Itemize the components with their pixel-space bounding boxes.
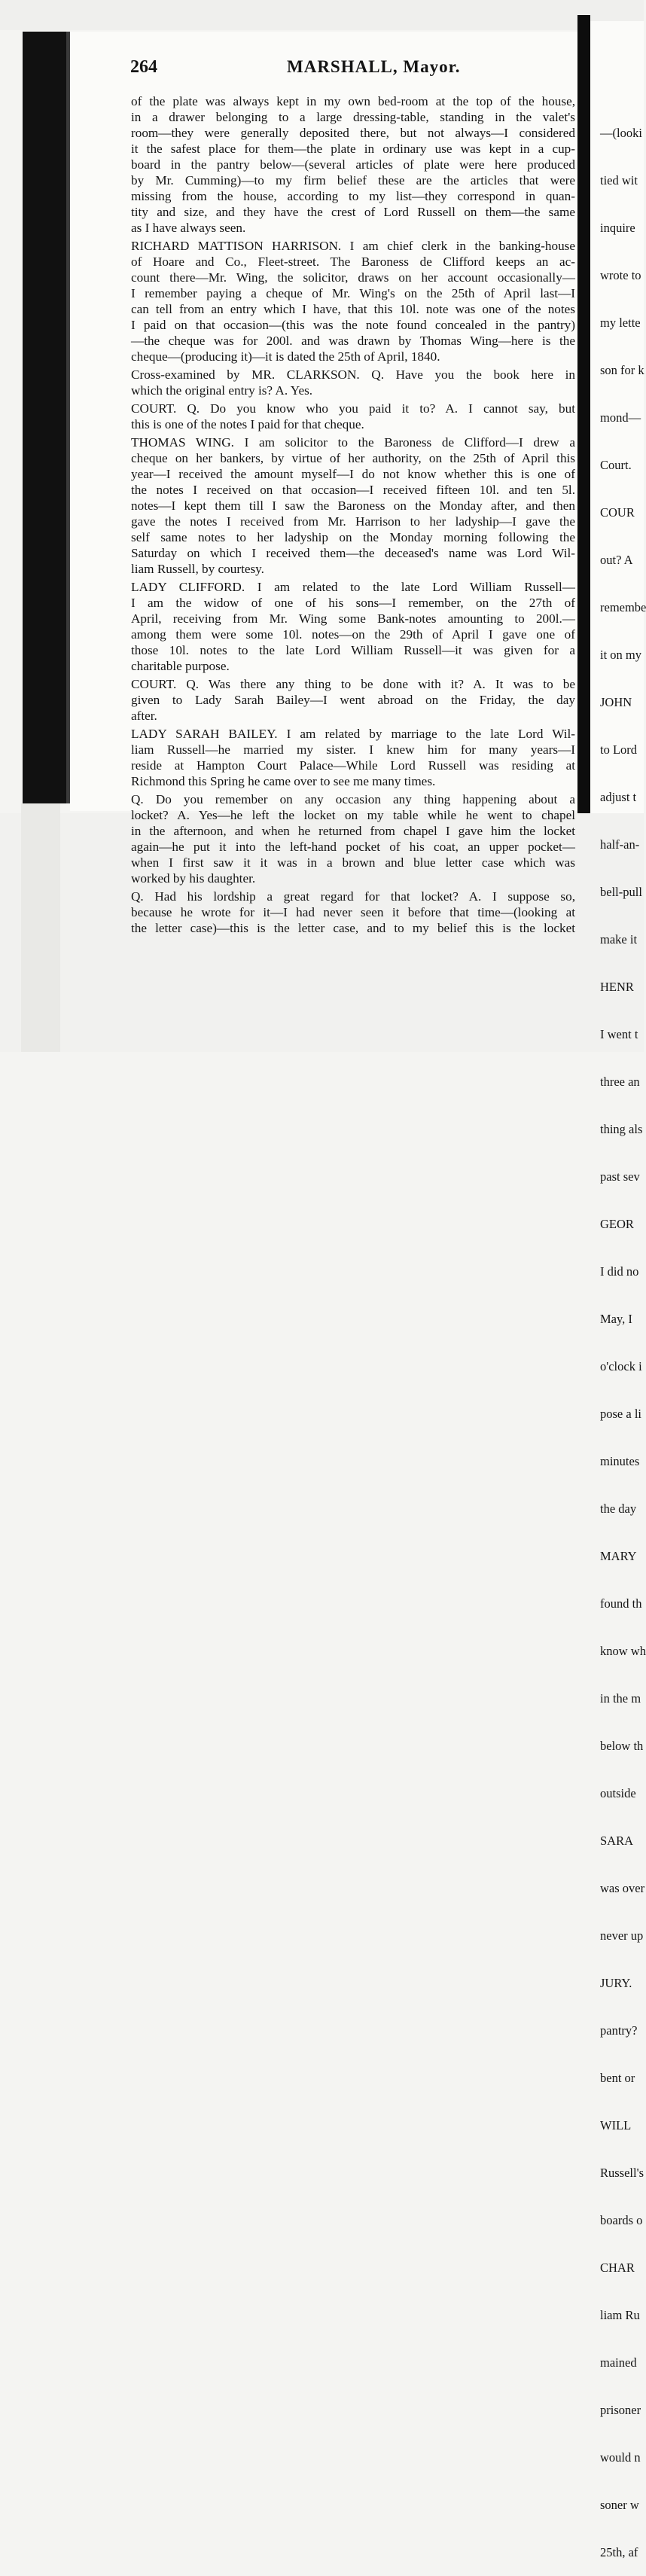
facing-text-fragment: in the m bbox=[600, 1691, 641, 1706]
facing-text-fragment: wrote to bbox=[600, 268, 641, 282]
facing-text-fragment: May, I bbox=[600, 1312, 632, 1326]
facing-text-fragment: Russell's bbox=[600, 2166, 644, 2180]
text-line: worked by his daughter. bbox=[131, 871, 256, 886]
text-line: in the afternoon, and when he returned from chapel I gave him the locket bbox=[131, 824, 575, 838]
facing-text-fragment: was over bbox=[600, 1881, 645, 1895]
text-line: board in the pantry below—(several articles of plate were here produced bbox=[131, 157, 575, 172]
text-line: by Mr. Cumming)—to my firm belief these are the articles that were bbox=[131, 173, 575, 187]
text-line: gave the notes I received from Mr. Harrison to her ladyship—I gave the bbox=[131, 514, 575, 529]
text-line: the notes I received on that occasion—I received fifteen 10l. and ten 5l. bbox=[131, 483, 575, 497]
facing-text-fragment: CHAR bbox=[600, 2260, 635, 2275]
facing-text-fragment: I did no bbox=[600, 1264, 639, 1279]
facing-text-fragment: out? A bbox=[600, 553, 633, 567]
facing-text-fragment: found th bbox=[600, 1596, 642, 1611]
facing-text-fragment: MARY bbox=[600, 1549, 637, 1563]
page-header bbox=[130, 57, 570, 83]
scan-background-top bbox=[0, 0, 644, 30]
facing-text-fragment: mained bbox=[600, 2355, 637, 2370]
facing-text-fragment: JURY. bbox=[600, 1976, 632, 1990]
text-line: those 10l. notes to the late Lord William Russell—it was given for a bbox=[131, 643, 575, 657]
text-line: this is one of the notes I paid for that cheque. bbox=[131, 417, 364, 431]
facing-text-fragment: remembe bbox=[600, 600, 646, 614]
facing-text-fragment: o'clock i bbox=[600, 1359, 642, 1373]
facing-text-fragment: soner w bbox=[600, 2498, 639, 2512]
text-line: notes—I kept them till I saw the Baroness on the Monday after, and then bbox=[131, 498, 575, 513]
text-line: of the plate was always kept in my own bed-room at the top of the house, bbox=[131, 94, 575, 108]
facing-text-fragment: minutes bbox=[600, 1454, 640, 1468]
text-line: cheque on her bankers, by virtue of her authority, on the 25th of April this bbox=[131, 451, 575, 465]
text-line: as I have always seen. bbox=[131, 221, 246, 235]
facing-page-text bbox=[600, 93, 645, 2576]
facing-text-fragment: would n bbox=[600, 2450, 641, 2465]
facing-text-fragment: WILL bbox=[600, 2118, 632, 2132]
text-line: can tell from an entry which I have, that this 10l. note was one of the notes bbox=[131, 302, 575, 316]
facing-text-fragment: it on my bbox=[600, 648, 642, 662]
facing-text-fragment: SARA bbox=[600, 1834, 634, 1848]
text-line: which the original entry is? A. Yes. bbox=[131, 383, 313, 398]
text-line: in a drawer belonging to a large dressing-table, standing in the valet's bbox=[131, 110, 575, 124]
facing-text-fragment: JOHN bbox=[600, 695, 632, 709]
facing-text-fragment: prisoner bbox=[600, 2403, 641, 2417]
text-line: RICHARD MATTISON HARRISON. I am chief clerk in the banking-house bbox=[131, 239, 575, 253]
facing-text-fragment: never up bbox=[600, 1928, 644, 1943]
text-line: room—they were generally deposited there, but not always—I considered bbox=[131, 126, 575, 140]
text-line: the letter case)—this is the letter case, and to my belief this is the locket bbox=[131, 921, 575, 935]
text-line: self same notes to her ladyship on the Monday morning following the bbox=[131, 530, 575, 544]
facing-text-fragment: bent or bbox=[600, 2071, 635, 2085]
text-line: COURT. Q. Was there any thing to be done with it? A. It was to be bbox=[131, 677, 575, 691]
facing-text-fragment: inquire bbox=[600, 221, 635, 235]
text-line: COURT. Q. Do you know who you paid it to? A. I cannot say, but bbox=[131, 401, 575, 416]
facing-text-fragment: I went t bbox=[600, 1027, 638, 1041]
text-line: I remember paying a cheque of Mr. Wing's on the 25th of April last—I bbox=[131, 286, 575, 300]
facing-text-fragment: below th bbox=[600, 1739, 644, 1753]
left-binding-shadow bbox=[23, 32, 68, 803]
text-line: again—he put it into the left-hand pocket of his coat, an upper pocket— bbox=[131, 840, 575, 854]
facing-text-fragment: outside bbox=[600, 1786, 636, 1800]
text-line: missing from the house, according to my list—they correspond in quan- bbox=[131, 189, 575, 203]
text-line: after. bbox=[131, 709, 157, 723]
scan-margin-lower-left bbox=[21, 803, 60, 1052]
book-gutter bbox=[577, 15, 590, 843]
text-line: Richmond this Spring he came over to see me many times. bbox=[131, 774, 436, 788]
facing-text-fragment: thing als bbox=[600, 1122, 643, 1136]
facing-text-fragment: to Lord bbox=[600, 742, 638, 757]
running-head: MARSHALL, Mayor. bbox=[287, 57, 461, 76]
text-line: THOMAS WING. I am solicitor to the Baroness de Clifford—I drew a bbox=[131, 435, 575, 450]
facing-text-fragment: GEOR bbox=[600, 1217, 634, 1231]
text-line: reside at Hampton Court Palace—While Lord Russell was residing at bbox=[131, 758, 575, 773]
facing-text-fragment: liam Ru bbox=[600, 2308, 640, 2322]
text-line: LADY CLIFFORD. I am related to the late Lord William Russell— bbox=[131, 580, 575, 594]
text-line: liam Russell—he married my sister. I knew him for many years—I bbox=[131, 742, 575, 757]
page-number: 264 bbox=[130, 57, 157, 77]
text-line: given to Lady Sarah Bailey—I went abroad on the Friday, the day bbox=[131, 693, 575, 707]
text-line: LADY SARAH BAILEY. I am related by marriage to the late Lord Wil- bbox=[131, 727, 575, 741]
text-line: cheque—(producing it)—it is dated the 25th of April, 1840. bbox=[131, 349, 440, 364]
facing-text-fragment: pantry? bbox=[600, 2023, 638, 2038]
facing-text-fragment: know wh bbox=[600, 1644, 646, 1658]
text-line: I paid on that occasion—(this was the note found concealed in the pantry) bbox=[131, 318, 575, 332]
facing-text-fragment: the day bbox=[600, 1501, 637, 1516]
facing-text-fragment: COUR bbox=[600, 505, 635, 520]
text-line: count there—Mr. Wing, the solicitor, draws on her account occasionally— bbox=[131, 270, 575, 285]
facing-text-fragment: —(looki bbox=[600, 126, 642, 140]
text-line: because he wrote for it—I had never seen it before that time—(looking at bbox=[131, 905, 575, 919]
text-line: of Hoare and Co., Fleet-street. The Baroness de Clifford keeps an ac- bbox=[131, 255, 575, 269]
text-line: I am the widow of one of his sons—I remember, on the 27th of bbox=[131, 596, 575, 610]
facing-text-fragment: half-an- bbox=[600, 837, 640, 852]
facing-text-fragment: 25th, af bbox=[600, 2545, 638, 2559]
facing-text-fragment: HENR bbox=[600, 980, 634, 994]
facing-text-fragment: three an bbox=[600, 1075, 640, 1089]
facing-text-fragment: pose a li bbox=[600, 1407, 641, 1421]
text-line: Q. Had his lordship a great regard for that locket? A. I suppose so, bbox=[131, 889, 575, 904]
text-line: Saturday on which I received them—the deceased's name was Lord Wil- bbox=[131, 546, 575, 560]
facing-text-fragment: adjust t bbox=[600, 790, 637, 804]
page-body-text bbox=[131, 93, 575, 936]
facing-text-fragment: my lette bbox=[600, 316, 641, 330]
text-line: Cross-examined by MR. CLARKSON. Q. Have you the book here in bbox=[131, 367, 575, 382]
text-line: when I first saw it it was in a brown and blue letter case which was bbox=[131, 855, 575, 870]
facing-text-fragment: bell-pull bbox=[600, 885, 642, 899]
text-line: tity and size, and they have the crest of Lord Russell on them—the same bbox=[131, 205, 575, 219]
text-line: year—I received the amount myself—I do not know whether this is one of bbox=[131, 467, 575, 481]
text-line: Q. Do you remember on any occasion any thing happening about a bbox=[131, 792, 575, 806]
text-line: among them were some 10l. notes—on the 29th of April I gave one of bbox=[131, 627, 575, 642]
facing-text-fragment: mond— bbox=[600, 410, 641, 425]
text-line: —the cheque was for 200l. and was drawn by Thomas Wing—here is the bbox=[131, 334, 575, 348]
facing-text-fragment: boards o bbox=[600, 2213, 643, 2227]
text-line: it the safest place for them—the plate in ordinary use was kept in a cup- bbox=[131, 142, 575, 156]
text-line: April, receiving from Mr. Wing some Bank-notes amounting to 200l.— bbox=[131, 611, 575, 626]
text-line: liam Russell, by courtesy. bbox=[131, 562, 264, 576]
text-line: locket? A. Yes—he left the locket on my table while he went to chapel bbox=[131, 808, 575, 822]
facing-text-fragment: son for k bbox=[600, 363, 644, 377]
text-line: charitable purpose. bbox=[131, 659, 230, 673]
facing-text-fragment: Court. bbox=[600, 458, 632, 472]
facing-text-fragment: tied wit bbox=[600, 173, 638, 187]
facing-text-fragment: make it bbox=[600, 932, 638, 947]
facing-text-fragment: past sev bbox=[600, 1169, 640, 1184]
